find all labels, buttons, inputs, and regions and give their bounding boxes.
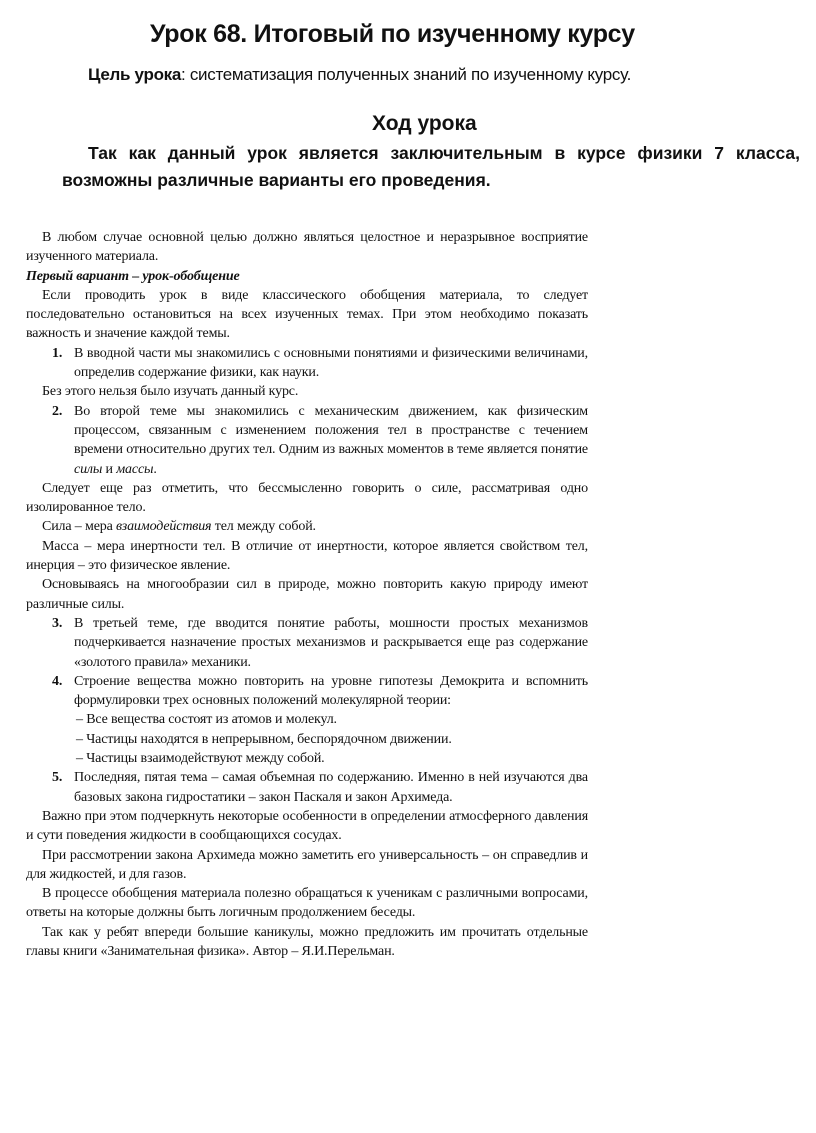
- list-number: 4.: [52, 673, 63, 689]
- list-text: Последняя, пятая тема – самая объемная по содержанию. Именно в ней изучаются два базовых закона гидростатики – закон Паскаля и закон Архимеда.: [74, 770, 588, 805]
- paragraph: При рассмотрении закона Архимеда можно заметить его универсальность – он справедлив и для жидкостей, и для газов.: [26, 847, 588, 882]
- lesson-goal: [88, 65, 808, 85]
- lesson-body: [26, 228, 588, 961]
- list-number: 2.: [52, 403, 63, 419]
- list-text: В третьей теме, где вводится понятие работы, мошности простых механизмов подчеркивается назначение простых механизмов и раскрывается еще раз содержание «золотого правила» механики.: [74, 615, 588, 670]
- paragraph: Следует еще раз отметить, что бессмысленно говорить о силе, рассматривая одно изолированное тело.: [26, 480, 588, 516]
- term-force: силы: [74, 461, 103, 477]
- goal-text: : систематизация полученных знаний по изученному курсу.: [181, 65, 631, 84]
- list-number: 1.: [52, 345, 63, 361]
- list-text-part: .: [153, 461, 157, 477]
- list-text: Строение вещества можно повторить на уровне гипотезы Демокрита и вспомнить формулировки трех основных положений молекулярной теории:: [74, 673, 588, 709]
- paragraph: [26, 517, 588, 536]
- paragraph: Так как у ребят впереди большие каникулы, можно предложить им прочитать отдельные главы книги «Занимательная физика». Автор – Я.И.Перельман.: [26, 924, 588, 959]
- course-heading: Ход урока: [372, 112, 477, 135]
- paragraph-part: Сила – мера: [42, 519, 117, 535]
- list-item-2: [26, 402, 588, 479]
- paragraph-part: тел между собой.: [211, 519, 316, 535]
- term-mass: массы: [116, 461, 154, 477]
- paragraph: В процессе обобщения материала полезно обращаться к ученикам с различными вопросами, ответы на которые должны быть логичным продолжением беседы.: [26, 886, 588, 921]
- list-item-3: [26, 614, 588, 672]
- list-text: [74, 402, 588, 479]
- list-text-part: Во второй теме мы знакомились с механическим движением, как физическим процессом, связанным с изменением положения тел в пространстве с течением времени относительно других тел. Одним из важных моментов в теме является понятие: [74, 403, 588, 458]
- variant-heading: Первый вариант – урок-обобщение: [26, 268, 240, 284]
- dash-item: – Все вещества состоят из атомов и молекул.: [76, 712, 337, 728]
- list-number: 5.: [52, 770, 63, 786]
- lesson-title: Урок 68. Итоговый по изученному курсу: [150, 20, 635, 48]
- paragraph: В любом случае основной целью должно являться целостное и неразрывное восприятие изученного материала.: [26, 230, 588, 265]
- paragraph: Масса – мера инертности тел. В отличие от инертности, которое является свойством тел, инерция – это физическое явление.: [26, 538, 588, 574]
- list-item-4: [26, 672, 588, 711]
- paragraph: Если проводить урок в виде классического обобщения материала, то следует последовательно остановиться на всех изученных темах. При этом необходимо показать важность и значение каждой темы.: [26, 287, 588, 342]
- paragraph: Важно при этом подчеркнуть некоторые особенности в определении атмосферного давления и сути поведения жидкости в сообщающихся сосудах.: [26, 808, 588, 844]
- dash-item: – Частицы взаимодействуют между собой.: [76, 751, 325, 767]
- dash-item: – Частицы находятся в непрерывном, беспорядочном движении.: [76, 731, 452, 747]
- list-number: 3.: [52, 615, 63, 631]
- list-text: В вводной части мы знакомились с основными понятиями и физическими величинами, определив содержание физики, как науки.: [74, 345, 588, 381]
- list-item-1: [26, 344, 588, 383]
- goal-label: Цель урока: [88, 65, 182, 84]
- paragraph: Основываясь на многообразии сил в природе, можно повторить какую природу имеют различные силы.: [26, 577, 588, 612]
- list-text-part: и: [102, 461, 117, 477]
- intro-paragraph: Так как данный урок является заключительным в курсе физики 7 класса, возможны различные варианты его проведения.: [62, 143, 800, 190]
- dash-list: [26, 710, 588, 768]
- term-interaction: взаимодействия: [116, 519, 212, 535]
- list-item-5: [26, 768, 588, 807]
- paragraph: Без этого нельзя было изучать данный курс.: [42, 384, 299, 400]
